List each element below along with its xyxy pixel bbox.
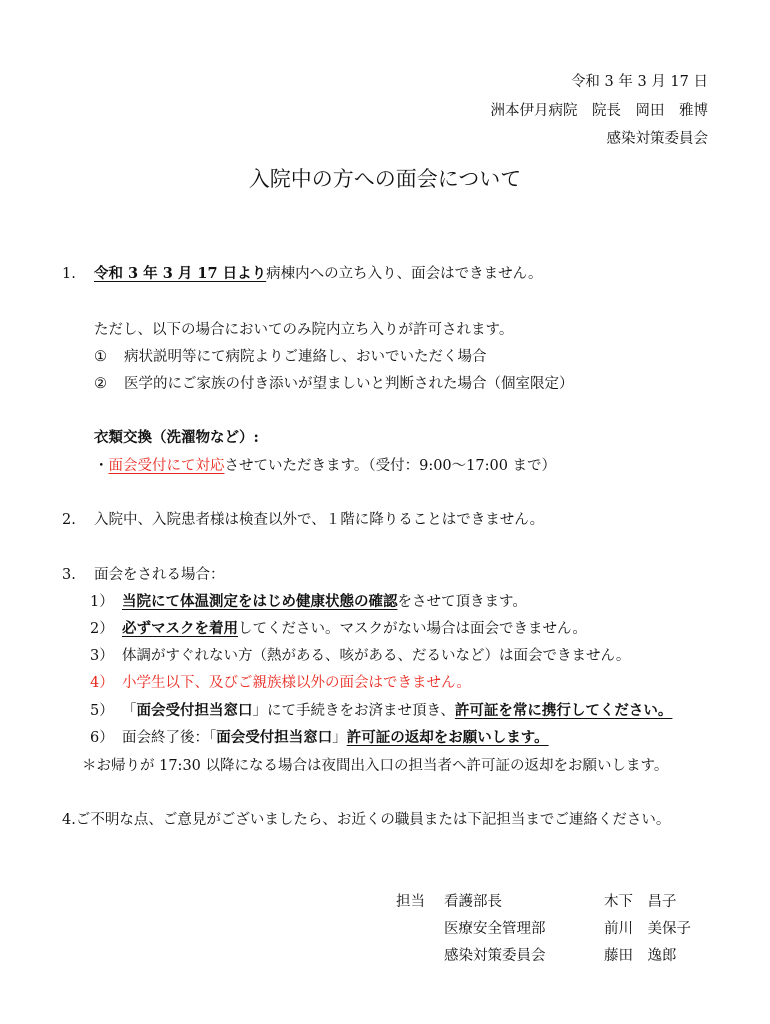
contact-label: 担当 [396,894,425,910]
section-1-text: 病棟内への立ち入り、面会はできません。 [266,266,543,282]
rule-text: をさせて頂きます。 [397,594,527,610]
rule-text: 小学生以下、及びご親族様以外の面会はできません。 [122,675,471,691]
exception-intro: ただし、以下の場合においてのみ院内立ち入りが許可されます。 [94,322,514,338]
rule-emphasis: 許可証を常に携行してください。 [454,702,673,719]
section-2 [62,510,544,530]
rule-emphasis: 当院にて体温測定をはじめ健康状態の確認 [122,593,398,610]
clothing-reception-highlight: 面会受付にて対応 [108,458,225,474]
section-1-effective-date: 令和 3 年 3 月 17 日より [94,265,267,282]
rule-number: 4） [90,675,114,691]
exception-text: 病状説明等にて病院よりご連絡し、おいでいただく場合 [124,349,487,365]
visit-rule-item [90,592,527,612]
rule-emphasis: 面会受付担当窓口 [136,702,253,719]
section-2-number: 2. [62,512,76,528]
visit-rule-item-warning [90,673,471,693]
rule-text: 体調がすぐれない方（熱がある、咳がある、だるいなど）は面会できません。 [122,648,631,664]
rule-number: 3） [90,648,114,664]
rule-emphasis: 必ずマスクを着用 [122,620,238,637]
section-1-number: 1. [62,266,76,282]
return-permit-note: ＊お帰りが 17:30 以降になる場合は夜間出入口の担当者へ許可証の返却をお願いします。 [82,758,669,774]
rule-text: 」にて手続きをお済ませ頂き、 [252,703,455,719]
rule-text: してください。マスクがない場合は面会できません。 [238,621,587,637]
clothing-heading: 衣類交換（洗濯物など）: [94,429,259,446]
visit-rule-item [90,619,587,639]
contact-name: 前川 美保子 [604,921,691,937]
rule-number: 5） [90,703,114,719]
visit-rule-item [90,701,672,721]
section-4: 4.ご不明な点、ご意見がございましたら、お近くの職員または下記担当までご連絡ください。 [62,812,671,828]
section-1 [62,264,543,284]
section-2-text: 入院中、入院患者様は検査以外で、１階に降りることはできません。 [94,512,545,528]
section-3-number: 3. [62,567,76,583]
rule-text: 「 [122,703,137,719]
hospital-director-line: 洲本伊月病院 院長 岡田 雅博 [490,103,708,119]
contact-role: 看護部長 [444,894,502,910]
clothing-reception-text: させていただきます。（受付：9:00〜17:00 まで） [224,458,557,474]
contact-role: 医療安全管理部 [444,921,546,937]
exception-mark: ② [94,376,107,392]
bullet: ・ [94,458,109,474]
rule-text: 面会終了後：「 [122,730,217,746]
rule-text: 」 [332,730,347,746]
exception-mark: ① [94,349,107,365]
section-3 [62,565,225,585]
rule-emphasis: 面会受付担当窓口 [216,729,333,746]
contact-name: 藤田 逸郎 [604,948,677,964]
clothing-line [94,456,556,476]
document-date: 令和 3 年 3 月 17 日 [570,74,708,90]
rule-number: 2） [90,621,114,637]
contact-name: 木下 昌子 [604,894,677,910]
page-title: 入院中の方への面会について [248,167,522,191]
exception-text: 医学的にご家族の付き添いが望ましいと判断された場合（個室限定） [124,376,574,392]
rule-number: 6） [90,730,114,746]
contact-role: 感染対策委員会 [444,948,546,964]
rule-number: 1） [90,594,114,610]
visit-rule-item [90,646,630,666]
exception-item [94,347,487,367]
rule-emphasis: 許可証の返却をお願いします。 [346,729,549,746]
exception-item [94,374,574,394]
visit-rule-item [90,728,549,748]
section-3-heading: 面会をされる場合： [94,567,225,583]
committee-name: 感染対策委員会 [606,131,708,147]
